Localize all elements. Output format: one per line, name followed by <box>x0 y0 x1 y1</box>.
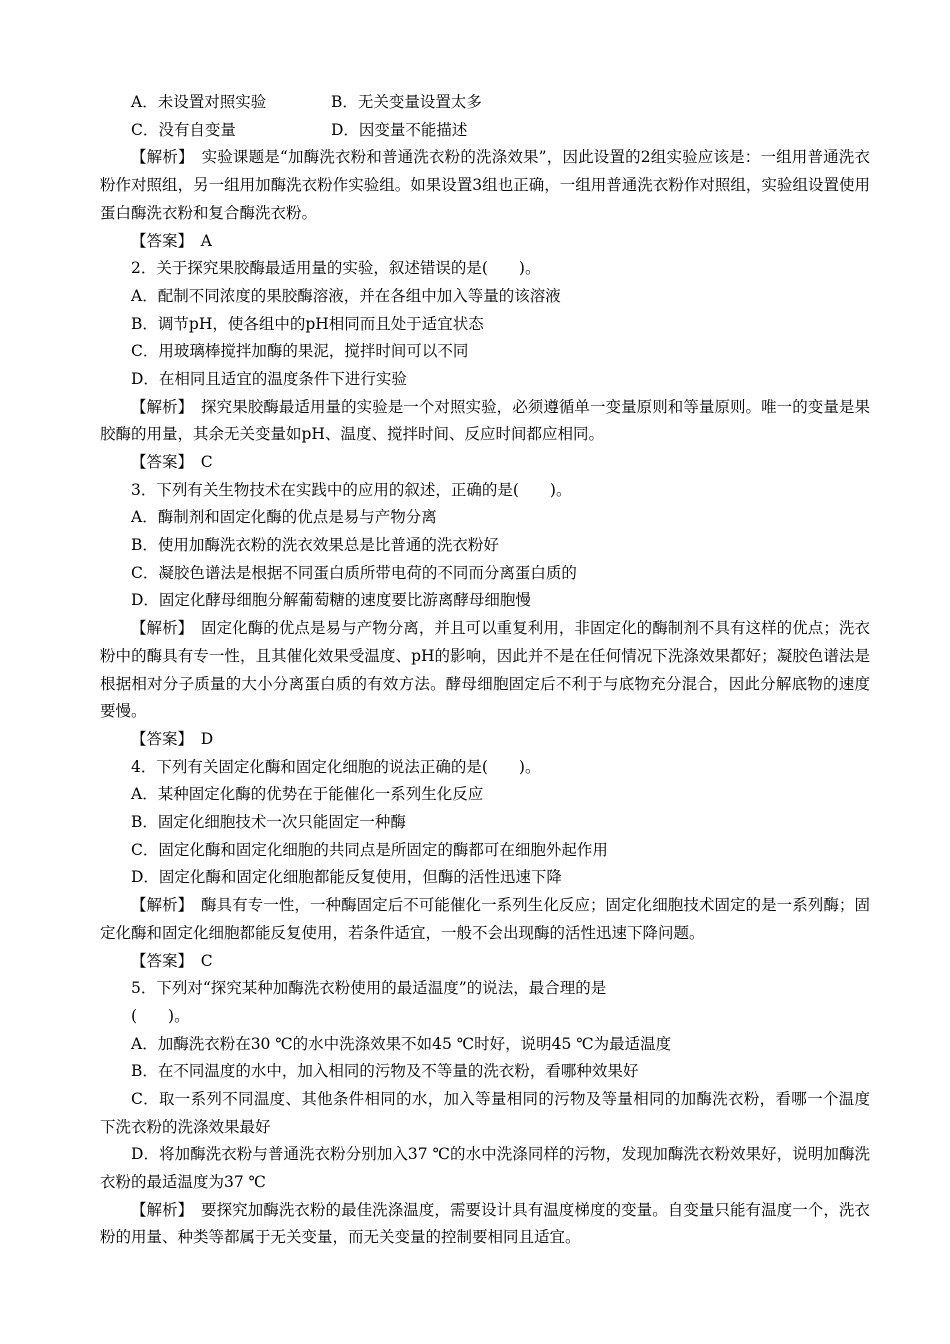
q3-analysis-text: 固定化酶的优点是易与产物分离，并且可以重复利用，非固定化的酶制剂不具有这样的优点；洗衣粉中的酶具有专一性，且其催化效果受温度、pH的影响，因此并不是在任何情况下洗涤效果都好；凝胶色谱法是根据相对分子质量的大小分离蛋白质的有效方法。酵母细胞固定后不利于与底物充分混合，因此分解底物的速度要慢。 <box>100 619 870 721</box>
q4-stem: 4．下列有关固定化酶和固定化细胞的说法正确的是( )。 <box>131 757 541 776</box>
q3-option-d: D．固定化酵母细胞分解葡萄糖的速度要比游离酵母细胞慢 <box>131 591 531 610</box>
q1-option-b: B．无关变量设置太多 <box>331 93 482 111</box>
q3-option-b: B．使用加酶洗衣粉的洗衣效果总是比普通的洗衣粉好 <box>131 536 499 555</box>
q3-option-c: C．凝胶色谱法是根据不同蛋白质所带电荷的不同而分离蛋白质的 <box>131 563 577 582</box>
q3-answer <box>100 726 870 754</box>
q2-analysis <box>100 394 870 449</box>
q5-option-a: A．加酶洗衣粉在30 ℃的水中洗涤效果不如45 ℃时好，说明45 ℃为最适温度 <box>131 1034 672 1053</box>
q1-option-c: C．没有自变量 <box>131 120 236 139</box>
q5-option-b: B．在不同温度的水中，加入相同的污物及不等量的洗衣粉，看哪种效果好 <box>131 1062 639 1081</box>
q5-stem: 5．下列对“探究某种加酶洗衣粉使用的最适温度”的说法，最合理的是 <box>131 979 607 998</box>
q4-answer <box>100 948 870 976</box>
q4-answer-tag: 【答案】 <box>131 951 186 970</box>
q3-answer-tag: 【答案】 <box>131 729 186 748</box>
q3-analysis <box>100 615 870 726</box>
q4-answer-value: C <box>200 951 213 970</box>
q5-option-d: D．将加酶洗衣粉与普通洗衣粉分别加入37 ℃的水中洗涤同样的污物，发现加酶洗衣粉效果好，说明加酶洗衣粉的最适温度为37 ℃ <box>100 1145 870 1192</box>
q2-answer-value: C <box>200 453 213 472</box>
q2-option-a: A．配制不同浓度的果胶酶溶液，并在各组中加入等量的该溶液 <box>131 286 561 305</box>
q2-analysis-tag: 【解析】 <box>131 397 186 416</box>
q4-option-b: B．固定化细胞技术一次只能固定一种酶 <box>131 813 406 832</box>
q1-options-row-1 <box>100 89 870 117</box>
q3-answer-value: D <box>200 729 214 748</box>
q5-stem-cont: ( )。 <box>131 1006 190 1025</box>
q4-analysis-text: 酶具有专一性，一种酶固定后不可能催化一系列生化反应；固定化细胞技术固定的是一系列酶；固定化酶和固定化细胞都能反复使用，若条件适宜，一般不会出现酶的活性迅速下降问题。 <box>100 896 870 942</box>
q2-answer-tag: 【答案】 <box>131 453 186 472</box>
q1-option-a: A．未设置对照实验 <box>131 93 267 111</box>
q4-option-a: A．某种固定化酶的优势在于能催化一系列生化反应 <box>131 785 484 804</box>
q5-analysis <box>100 1197 870 1252</box>
q1-analysis <box>100 144 870 227</box>
q2-option-d: D．在相同且适宜的温度条件下进行实验 <box>131 369 407 388</box>
q4-option-d: D．固定化酶和固定化细胞都能反复使用，但酶的活性迅速下降 <box>131 868 562 887</box>
q2-answer <box>100 449 870 477</box>
q2-stem: 2．关于探究果胶酶最适用量的实验，叙述错误的是( )。 <box>131 259 541 278</box>
q4-analysis <box>100 892 870 947</box>
q5-option-c: C．取一系列不同温度、其他条件相同的水，加入等量相同的污物及等量相同的加酶洗衣粉，看哪一个温度下洗衣粉的洗涤效果最好 <box>100 1089 870 1136</box>
document-page <box>100 89 870 1252</box>
q1-option-d: D．因变量不能描述 <box>331 120 468 139</box>
q5-analysis-tag: 【解析】 <box>131 1200 186 1219</box>
q4-option-c: C．固定化酶和固定化细胞的共同点是所固定的酶都可在细胞外起作用 <box>131 840 608 859</box>
q1-answer-tag: 【答案】 <box>131 231 186 250</box>
q1-answer <box>100 228 870 256</box>
q1-options-row-2 <box>100 117 870 145</box>
q1-analysis-text: 实验课题是“加酶洗衣粉和普通洗衣粉的洗涤效果”，因此设置的2组实验应该是：一组用普通洗衣粉作对照组，另一组用加酶洗衣粉作实验组。如果设置3组也正确，一组用普通洗衣粉作对照组，实验组设置使用蛋白酶洗衣粉和复合酶洗衣粉。 <box>100 148 870 222</box>
q3-option-a: A．酶制剂和固定化酶的优点是易与产物分离 <box>131 508 437 527</box>
q4-analysis-tag: 【解析】 <box>131 896 186 915</box>
q2-option-b: B．调节pH，使各组中的pH相同而且处于适宜状态 <box>131 314 484 333</box>
q2-option-c: C．用玻璃棒搅拌加酶的果泥，搅拌时间可以不同 <box>131 342 469 361</box>
q1-analysis-tag: 【解析】 <box>131 148 186 167</box>
q3-stem: 3．下列有关生物技术在实践中的应用的叙述，正确的是( )。 <box>131 480 572 499</box>
q2-analysis-text: 探究果胶酶最适用量的实验是一个对照实验，必须遵循单一变量原则和等量原则。唯一的变量是果胶酶的用量，其余无关变量如pH、温度、搅拌时间、反应时间都应相同。 <box>100 397 870 444</box>
q5-analysis-text: 要探究加酶洗衣粉的最佳洗涤温度，需要设计具有温度梯度的变量。自变量只能有温度一个，洗衣粉的用量、种类等都属于无关变量，而无关变量的控制要相同且适宜。 <box>100 1200 870 1247</box>
q3-analysis-tag: 【解析】 <box>131 619 186 638</box>
q1-answer-value: A <box>200 231 212 250</box>
